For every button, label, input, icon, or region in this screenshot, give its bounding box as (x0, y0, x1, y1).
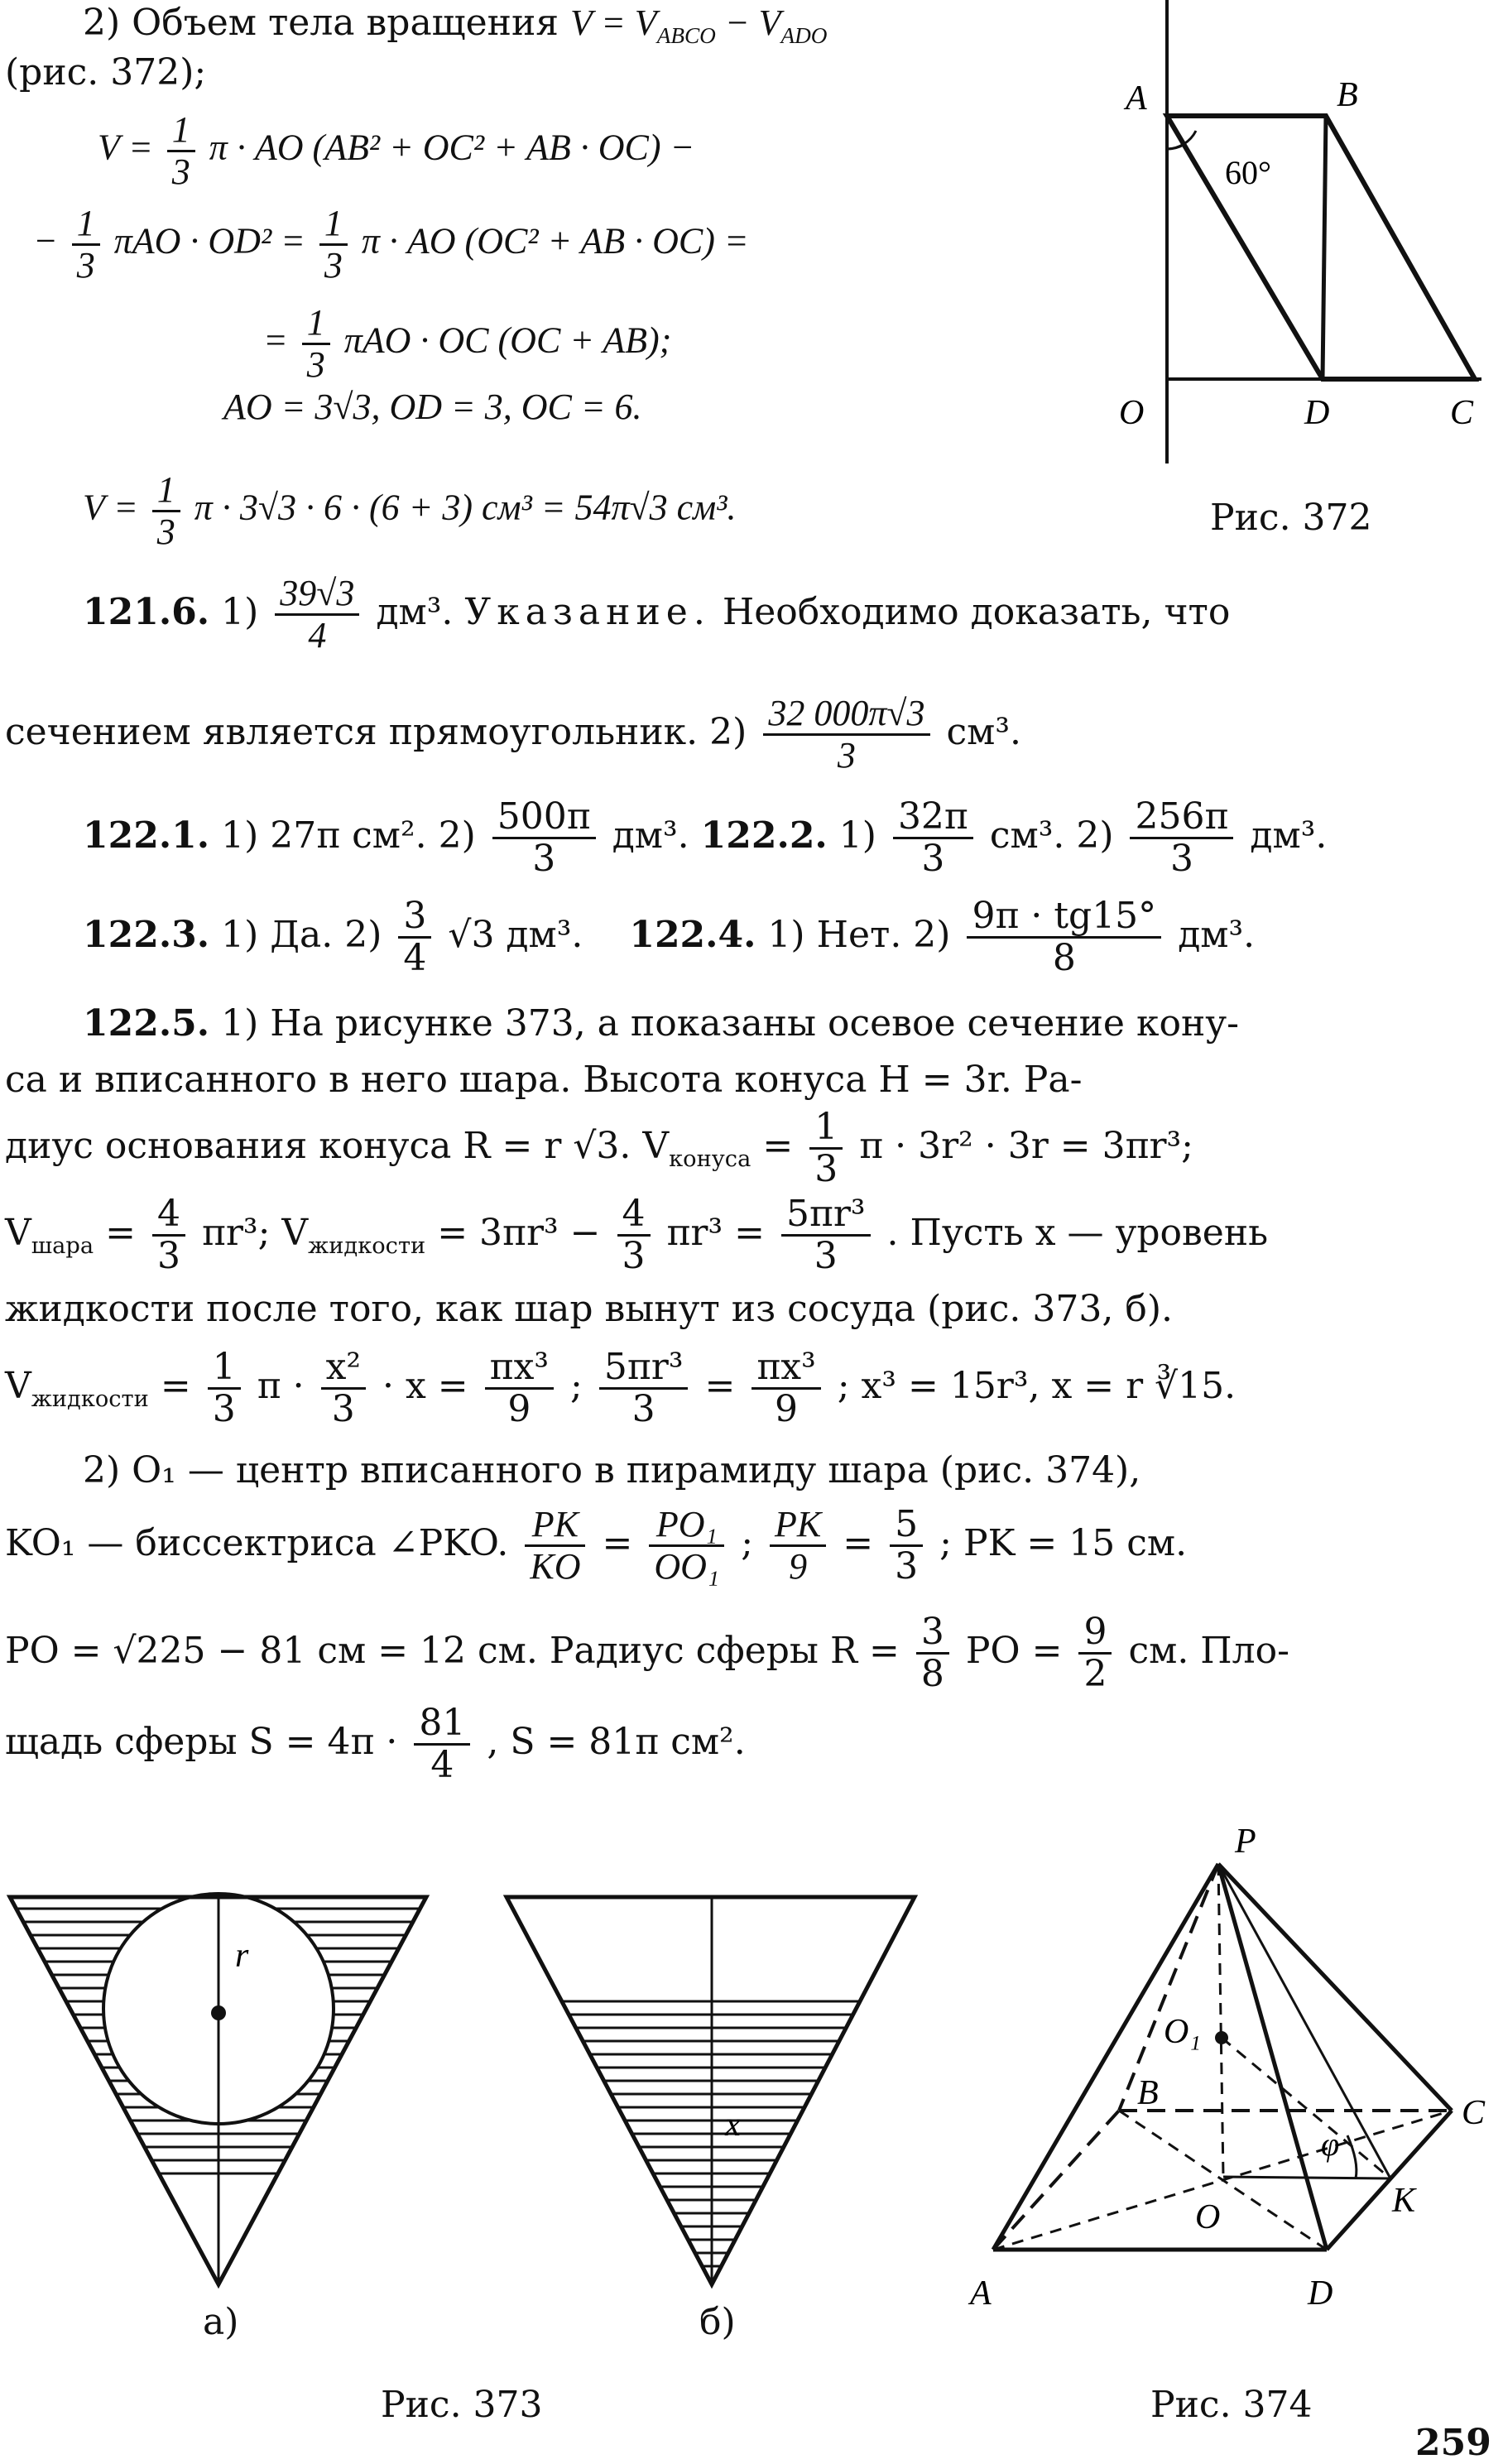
label-d: D (1304, 394, 1330, 432)
fraction: $\frac{5}{3}$ (890, 1506, 923, 1585)
center-dot (211, 2005, 226, 2020)
fraction: $\frac{4}{3}$ (617, 1196, 651, 1275)
answer-122-5: 122.5. 1) На рисунке 373, а показаны осевое сечение кону- (83, 1002, 1240, 1045)
fraction: $\frac{PK}{KO}$ (525, 1506, 585, 1585)
label-o: O (1119, 394, 1145, 432)
page-number: 259 (1415, 2422, 1491, 2464)
segment-o1k (1222, 2038, 1390, 2178)
label-b: B (1337, 76, 1358, 114)
fraction: $\frac{1}{3}$ (152, 472, 180, 550)
fraction: $\frac{1}{3}$ (72, 205, 100, 284)
fraction: $\frac{PK}{9}$ (770, 1506, 826, 1585)
segment-bd (1323, 116, 1326, 379)
caption-374: Рис. 374 (1150, 2384, 1313, 2426)
center-o1 (1215, 2031, 1228, 2044)
segment-ok (1223, 2177, 1390, 2178)
figure-374 (960, 1821, 1503, 2318)
fraction: $\frac{1}{3}$ (302, 305, 330, 383)
figure-373-b (497, 1887, 927, 2301)
equation: $V = V_{ABCO} - V_{ADO}$ (570, 2, 828, 48)
text-line: 2) O₁ — центр вписанного в пирамиду шара (рис. 374), (83, 1449, 1141, 1491)
label-angle: 60° (1225, 154, 1271, 191)
label-b: B (1137, 2074, 1159, 2112)
text-line: жидкости после того, как шар вынут из сосуда (рис. 373, б). (5, 1288, 1173, 1330)
text-line: KO₁ — биссектриса ∠PKO. $\frac{PK}{KO}$ = $\frac{\text{PO₁}}{\text{OO₁}}$ ; $\frac{PK}{9}$ = $\frac{5}{3}$ ; PK = 15 см. (5, 1503, 1188, 1587)
text-line: сечением является прямоугольник. 2) $\frac{32 000\pi√3}{3}$ см³. (5, 693, 1022, 776)
edge-dc (1327, 2111, 1452, 2250)
text-line: са и вписанного в него шара. Высота конуса H = 3r. Ра- (5, 1059, 1083, 1101)
parallelogram (1167, 116, 1475, 379)
height-po (1218, 1864, 1223, 2177)
text-line: (рис. 372); (5, 51, 207, 94)
formula-line: − $\frac{1}{3}$ πAO · OD² = $\frac{1}{3}$ π · AO (OC² + AB · OC) = (33, 203, 749, 286)
fraction: $\frac{1}{3}$ (167, 112, 195, 190)
hatching (0, 1909, 447, 2173)
fraction: $\frac{\text{x²}}{3}$ (321, 1349, 366, 1428)
label-b-sub: б) (699, 2301, 736, 2343)
label-a: A (1126, 79, 1147, 118)
fraction: $\frac{1}{3}$ (809, 1109, 843, 1188)
fraction: $\frac{3}{8}$ (916, 1614, 949, 1693)
fraction: $\frac{1}{3}$ (208, 1349, 241, 1428)
fraction: $\frac{3}{4}$ (398, 898, 431, 977)
label-c: C (1462, 2094, 1486, 2132)
text-line: щадь сферы S = 4π · $\frac{81}{4}$ , S = 81π см². (5, 1702, 746, 1786)
text-line (83, 2, 828, 48)
caption-373: Рис. 373 (381, 2384, 543, 2426)
text-line: диус основания конуса R = r √3. $V_{конуса}$ = $\frac{1}{3}$ π · 3r² · 3r = 3πr³; (5, 1106, 1193, 1190)
label-a-sub: а) (203, 2301, 239, 2343)
fraction: $\frac{\text{πx³}}{9}$ (752, 1349, 820, 1428)
fraction: $\frac{32 000\pi√3}{3}$ (763, 695, 929, 774)
fraction: $\frac{9}{2}$ (1078, 1614, 1112, 1693)
edge-ab (993, 2111, 1119, 2250)
fraction: $\frac{\text{5πr³}}{3}$ (599, 1349, 689, 1428)
label-k: K (1392, 2182, 1416, 2220)
label-p: P (1235, 1823, 1256, 1861)
fraction: $\frac{1}{3}$ (319, 205, 348, 284)
figure-372 (1109, 0, 1503, 546)
answer-122-1-2: 122.1. 1) 27π см². 2) $\frac{500\pi}{3}$ дм³. 122.2. 1) $\frac{32\pi}{3}$ см³. 2) $\frac{256\pi}{3}$ дм³. (83, 795, 1328, 880)
fraction: $\frac{32\pi}{3}$ (893, 799, 973, 877)
label-phi: φ (1321, 2125, 1340, 2163)
formula-line: AO = 3√3, OD = 3, OC = 6. (223, 387, 642, 427)
fraction: $\frac{500\pi}{3}$ (492, 799, 596, 877)
fraction: $\frac{4}{3}$ (152, 1196, 185, 1275)
caption-372: Рис. 372 (1210, 497, 1372, 539)
fraction: $\frac{9\pi \cdot tg15^\circ}{8}$ (967, 898, 1161, 977)
text-line: $V_{шара}$ = $\frac{4}{3}$ πr³; $V_{жидкости} = 3\pi r^3$ − $\frac{4}{3}$ πr³ = $\frac{\text{5πr³}}{3}$ . Пусть x — уровень (5, 1193, 1269, 1277)
text-line: $V_{жидкости}$ = $\frac{1}{3}$ π · $\frac{\text{x²}}{3}$ · x = $\frac{\text{πx³}}{9}$ ; $\frac{\text{5πr³}}{3}$ = $\frac{\text{πx³}}{9}$ ; x³ = 15r³, x = r ∛15. (5, 1346, 1236, 1430)
label-r: r (235, 1937, 249, 1975)
label-o: O (1195, 2198, 1221, 2236)
fraction: $\frac{39√3}{4}$ (275, 575, 359, 654)
text-line: PO = √225 − 81 см = 12 см. Радиус сферы R = $\frac{3}{8}$ PO = $\frac{9}{2}$ см. Пло- (5, 1611, 1289, 1695)
label-d: D (1308, 2274, 1333, 2313)
figure-373-a (0, 1887, 447, 2301)
fraction: $\frac{\text{PO₁}}{\text{OO₁}}$ (649, 1506, 724, 1585)
formula-line: V = $\frac{1}{3}$ π · 3√3 · 6 · (6 + 3) см³ = 54π√3 см³. (83, 469, 737, 552)
angle-phi-arc (1347, 2135, 1357, 2178)
label-o1: O₁ (1164, 2013, 1201, 2051)
text: 2) Объем тела вращения (83, 2, 559, 44)
label-c: C (1450, 394, 1474, 432)
formula-line: V = $\frac{1}{3}$ π · AO (AB² + OC² + AB · OC) − (98, 109, 695, 192)
edge-pb (1119, 1864, 1218, 2111)
fraction: $\frac{256\pi}{3}$ (1130, 799, 1233, 877)
fraction: $\frac{\text{πx³}}{9}$ (485, 1349, 554, 1428)
fraction: $\frac{\text{5πr³}}{3}$ (781, 1196, 871, 1275)
answer-122-3-4: 122.3. 1) Да. 2) $\frac{3}{4}$ √3 дм³. 122.4. 1) Нет. 2) $\frac{9\pi \cdot tg15^\circ}{8}$ дм³. (83, 895, 1256, 979)
label-x: x (725, 2106, 741, 2144)
label-a: A (970, 2274, 992, 2313)
answer-121-6: 121.6. 1) $\frac{39√3}{4}$ дм³. Указание. Необходимо доказать, что (83, 573, 1231, 656)
formula-line: = $\frac{1}{3}$ πAO · OC (OC + AB); (263, 302, 672, 385)
fraction: $\frac{81}{4}$ (414, 1705, 470, 1784)
